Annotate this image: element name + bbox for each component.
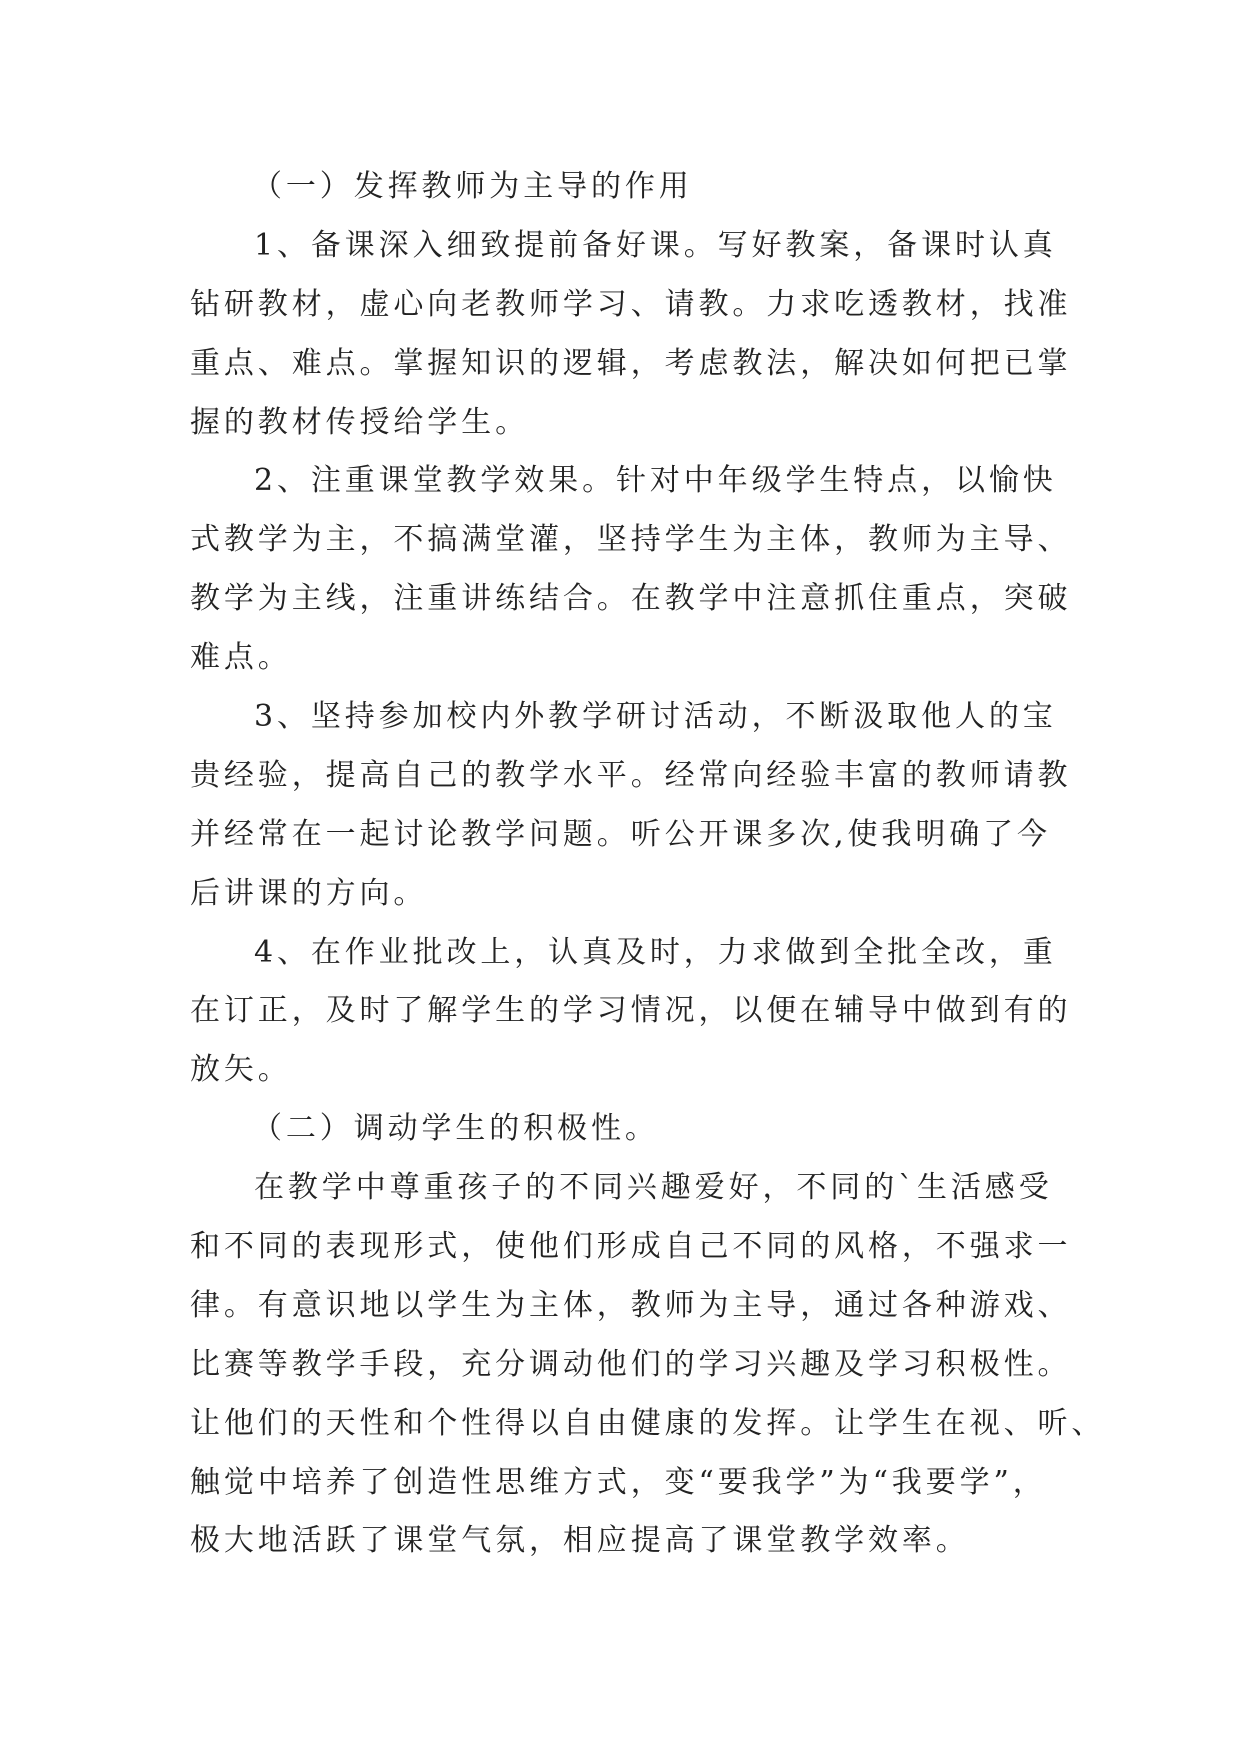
paragraph-line: 重点、难点。掌握知识的逻辑，考虑教法，解决如何把已掌 — [190, 345, 1072, 381]
document-body — [190, 158, 1106, 1571]
paragraph-line: 放矢。 — [190, 1052, 292, 1088]
paragraph-line: 触觉中培养了创造性思维方式，变“要我学”为“我要学”， — [190, 1464, 1047, 1500]
paragraph-line: 握的教材传授给学生。 — [190, 404, 529, 440]
paragraph-line: 和不同的表现形式，使他们形成自己不同的风格，不强求一 — [190, 1229, 1072, 1265]
paragraph-line: 后讲课的方向。 — [190, 875, 428, 911]
paragraph-line: 贵经验，提高自己的教学水平。经常向经验丰富的教师请教 — [190, 757, 1072, 793]
paragraph-line: 2、注重课堂教学效果。针对中年级学生特点，以愉快 — [254, 463, 1057, 499]
paragraph-line: 让他们的天性和个性得以自由健康的发挥。让学生在视、听、 — [190, 1405, 1106, 1441]
paragraph-line: 1、备课深入细致提前备好课。写好教案，备课时认真 — [254, 227, 1057, 263]
paragraph-line: 钻研教材，虚心向老教师学习、请教。力求吃透教材，找准 — [190, 286, 1072, 322]
paragraph-line: 式教学为主，不搞满堂灌，坚持学生为主体，教师为主导、 — [190, 522, 1072, 558]
paragraph-line: 极大地活跃了课堂气氛，相应提高了课堂教学效率。 — [190, 1523, 970, 1559]
paragraph-line: 律。有意识地以学生为主体，教师为主导，通过各种游戏、 — [190, 1287, 1072, 1323]
paragraph-line: 在订正，及时了解学生的学习情况，以便在辅导中做到有的 — [190, 993, 1072, 1029]
section-heading-2: （二）调动学生的积极性。 — [252, 1111, 659, 1147]
paragraph-line: 4、在作业批改上，认真及时，力求做到全批全改，重 — [254, 934, 1057, 970]
paragraph-line: 难点。 — [190, 640, 292, 676]
paragraph-line: 教学为主线，注重讲练结合。在教学中注意抓住重点，突破 — [190, 581, 1072, 617]
paragraph-line: 比赛等教学手段，充分调动他们的学习兴趣及学习积极性。 — [190, 1346, 1072, 1382]
paragraph-line: 3、坚持参加校内外教学研讨活动，不断汲取他人的宝 — [254, 699, 1057, 735]
paragraph-line: 并经常在一起讨论教学问题。听公开课多次,使我明确了今 — [190, 816, 1051, 852]
section-heading-1: （一）发挥教师为主导的作用 — [252, 169, 693, 204]
paragraph-line: 在教学中尊重孩子的不同兴趣爱好，不同的`生活感受 — [254, 1170, 1053, 1206]
